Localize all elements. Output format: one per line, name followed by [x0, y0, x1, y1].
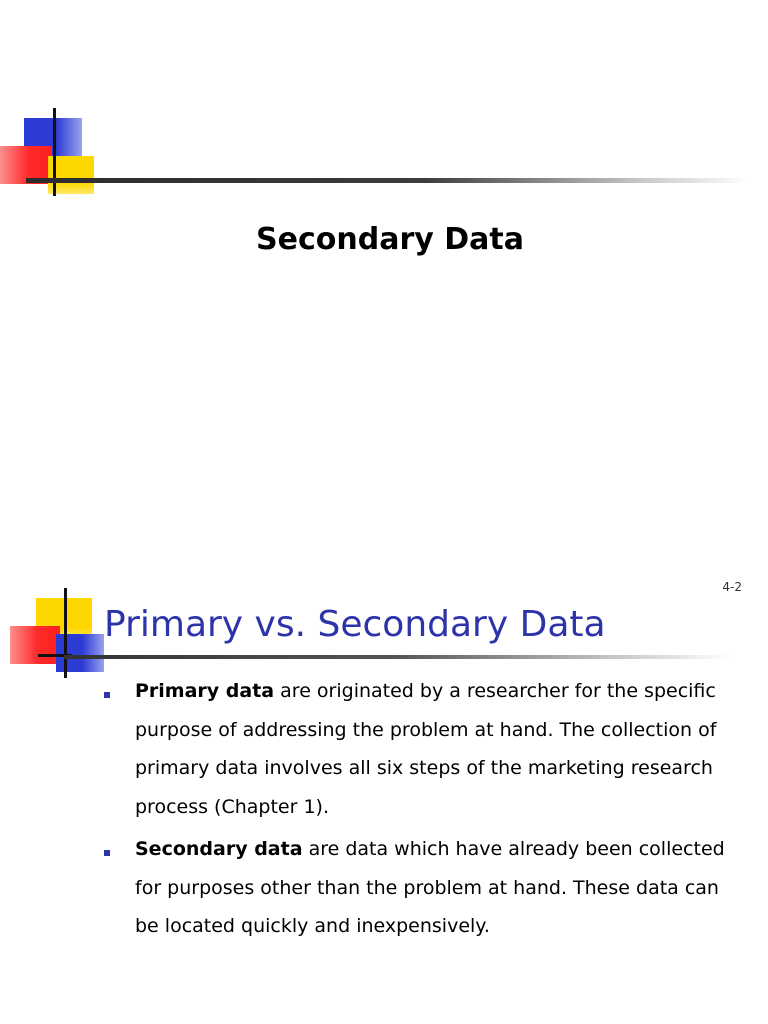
bullet-square-icon [104, 850, 110, 856]
bullet-term: Primary data [135, 680, 275, 702]
bullet-text [135, 830, 735, 946]
bullet-body: are originated by a researcher for the specific purpose of addressing the problem at hand. The collection of primary data involves all six steps of the marketing research process (Chapter 1). [135, 680, 717, 818]
slide-primary-vs-secondary [0, 512, 768, 1024]
bullet-text [135, 672, 735, 826]
bullet-body: are data which have already been collected for purposes other than the problem at hand. These data can be located quickly and inexpensively. [135, 838, 725, 937]
slide-title: Secondary Data [256, 222, 524, 257]
bullet-square-icon [104, 692, 110, 698]
slide-title: Primary vs. Secondary Data [104, 604, 606, 645]
slide-logo-squares [0, 588, 110, 688]
title-divider [64, 655, 734, 659]
title-divider [26, 178, 750, 183]
page-number: 4-2 [722, 580, 742, 594]
slide-logo-squares [0, 100, 110, 200]
vertical-line [64, 588, 67, 678]
red-square [10, 626, 60, 664]
bullet-term: Secondary data [135, 838, 303, 860]
